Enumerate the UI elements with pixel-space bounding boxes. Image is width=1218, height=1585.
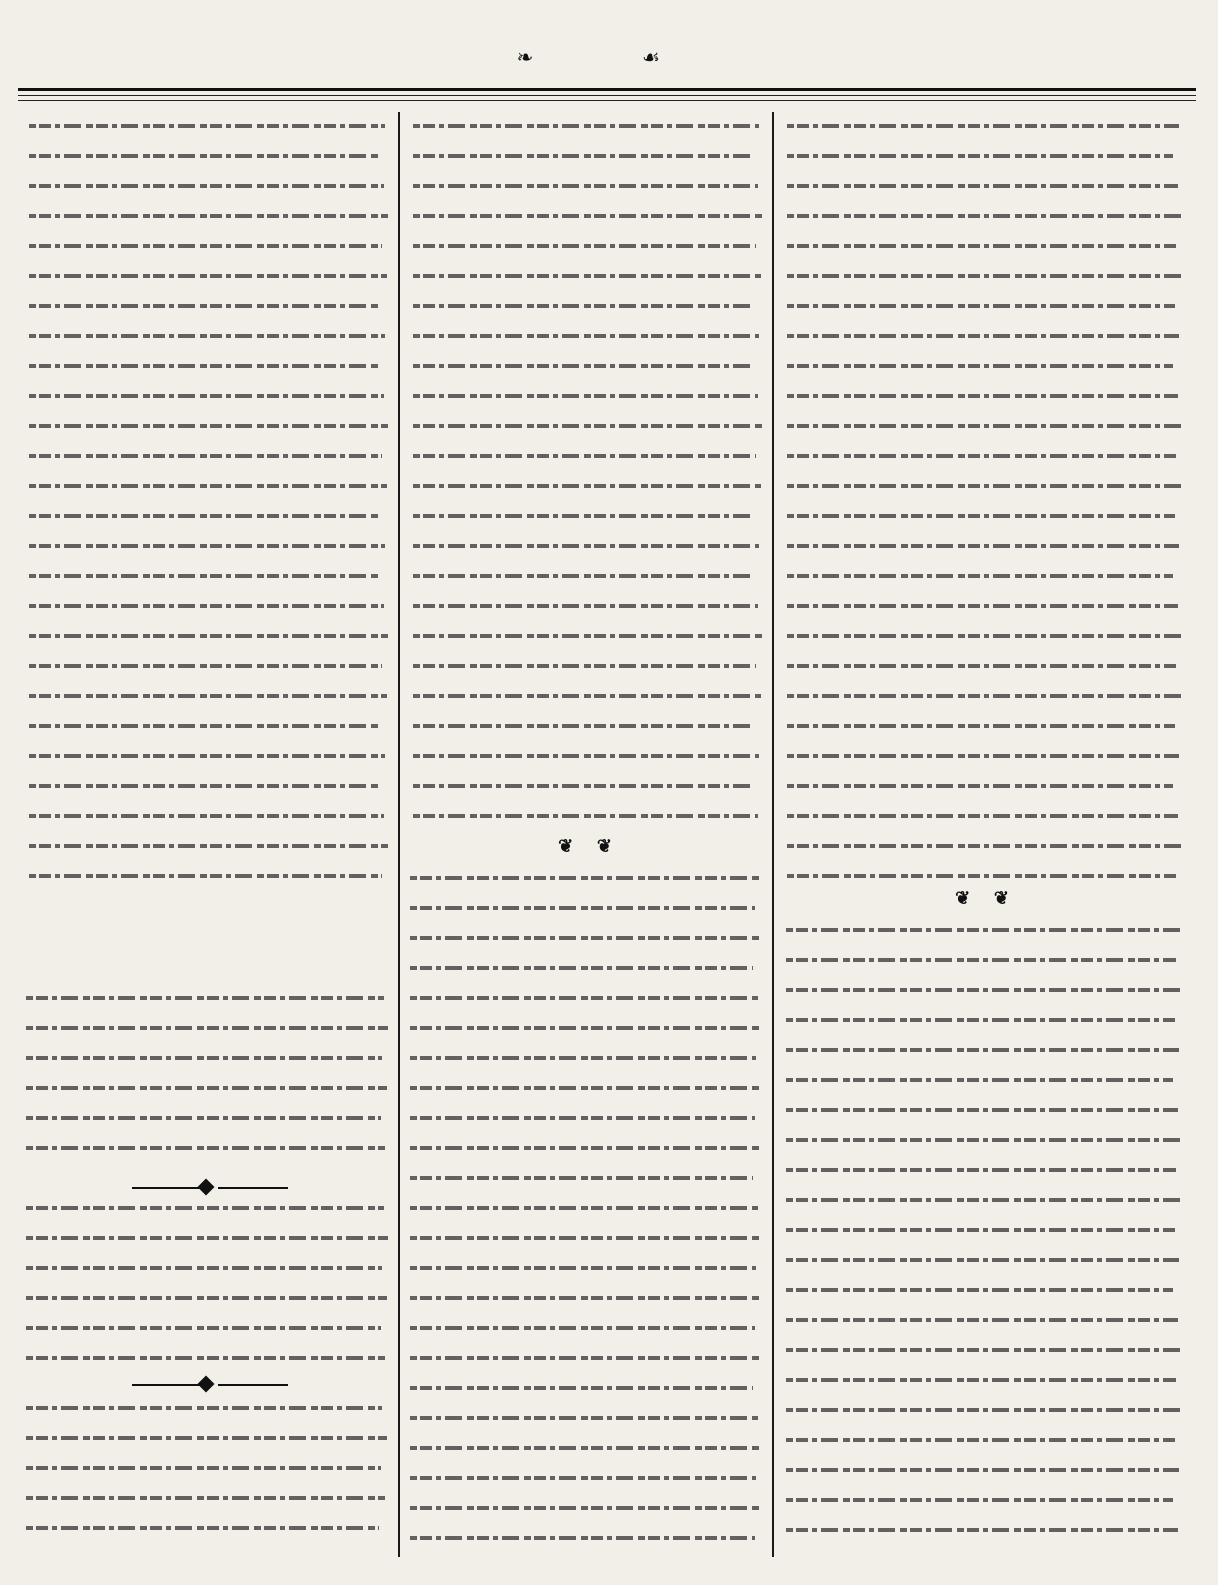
text-line xyxy=(413,424,762,428)
text-line xyxy=(29,544,385,548)
masthead-rule xyxy=(18,88,1196,91)
text-line xyxy=(787,694,1181,698)
text-line xyxy=(786,1318,1178,1322)
masthead xyxy=(18,38,1196,82)
text-line xyxy=(29,844,388,848)
text-line xyxy=(29,214,388,218)
text-line xyxy=(413,214,762,218)
text-line xyxy=(787,574,1173,578)
text-line xyxy=(410,1146,759,1150)
section-title xyxy=(22,916,390,972)
text-line xyxy=(29,394,384,398)
text-line xyxy=(787,724,1175,728)
diamond-icon xyxy=(198,1179,215,1196)
text-line xyxy=(410,1206,758,1210)
text-line xyxy=(787,874,1176,878)
text-line xyxy=(413,724,755,728)
text-line xyxy=(413,604,758,608)
text-line xyxy=(413,334,759,338)
text-line xyxy=(786,928,1182,932)
text-line xyxy=(787,304,1175,308)
text-line xyxy=(787,664,1176,668)
text-line xyxy=(410,876,761,880)
text-line xyxy=(29,334,385,338)
text-line xyxy=(787,214,1182,218)
text-line xyxy=(787,454,1176,458)
masthead-rule-thin xyxy=(18,100,1196,101)
text-line xyxy=(410,1446,762,1450)
text-line xyxy=(29,124,385,128)
text-line xyxy=(787,154,1173,158)
text-line xyxy=(29,424,388,428)
text-line xyxy=(29,184,384,188)
text-line xyxy=(410,1536,755,1540)
text-line xyxy=(786,1228,1175,1232)
text-line xyxy=(410,1236,762,1240)
text-line xyxy=(29,664,382,668)
text-block xyxy=(22,116,390,1555)
text-line xyxy=(29,154,379,158)
text-line xyxy=(413,244,756,248)
text-line xyxy=(410,1416,758,1420)
text-line xyxy=(413,124,759,128)
text-line xyxy=(786,958,1176,962)
text-line xyxy=(410,1296,761,1300)
text-line xyxy=(413,304,755,308)
text-line xyxy=(26,1266,382,1270)
text-line xyxy=(787,634,1182,638)
text-line xyxy=(29,454,382,458)
text-line xyxy=(29,274,387,278)
text-line xyxy=(29,604,384,608)
text-line xyxy=(786,1168,1176,1172)
text-line xyxy=(29,244,382,248)
text-line xyxy=(413,544,759,548)
text-line xyxy=(410,936,759,940)
text-line xyxy=(410,1386,753,1390)
text-line xyxy=(410,966,753,970)
text-line xyxy=(413,394,758,398)
text-line xyxy=(786,1438,1175,1442)
text-line xyxy=(26,1296,387,1300)
text-line xyxy=(29,484,387,488)
fleuron-icon: ❧ xyxy=(516,45,534,69)
text-line xyxy=(410,1176,753,1180)
text-line xyxy=(410,1476,756,1480)
text-line xyxy=(410,1056,756,1060)
fleuron-icon: ❦ xyxy=(558,836,574,857)
section-heading xyxy=(780,884,1184,914)
text-line xyxy=(786,1108,1178,1112)
masthead-rule-thin xyxy=(18,95,1196,96)
text-line xyxy=(787,124,1179,128)
fleuron-icon: ☙ xyxy=(642,45,660,69)
text-line xyxy=(786,1498,1173,1502)
text-line xyxy=(413,694,761,698)
text-line xyxy=(29,814,384,818)
text-line xyxy=(413,484,761,488)
text-line xyxy=(26,1236,388,1240)
text-line xyxy=(410,1116,755,1120)
text-line xyxy=(29,874,382,878)
text-line xyxy=(29,514,381,518)
text-line xyxy=(787,334,1179,338)
page-number-label xyxy=(40,42,210,72)
text-line xyxy=(413,814,758,818)
text-line xyxy=(413,754,759,758)
column-middle xyxy=(406,116,764,1555)
text-line xyxy=(787,844,1182,848)
column-left xyxy=(22,116,390,1555)
text-line xyxy=(786,1198,1181,1202)
text-line xyxy=(787,514,1175,518)
text-line xyxy=(410,996,758,1000)
text-line xyxy=(410,1356,759,1360)
text-line xyxy=(786,988,1181,992)
section-heading xyxy=(406,832,764,862)
text-line xyxy=(413,274,761,278)
text-line xyxy=(787,784,1173,788)
text-line xyxy=(787,364,1173,368)
text-line xyxy=(786,1018,1175,1022)
issue-number-label xyxy=(1014,42,1184,72)
diamond-icon xyxy=(198,1376,215,1393)
text-line xyxy=(787,394,1178,398)
text-line xyxy=(786,1408,1181,1412)
text-line xyxy=(786,1138,1182,1142)
text-block xyxy=(780,116,1184,1555)
text-line xyxy=(26,1146,385,1150)
text-line xyxy=(26,1356,385,1360)
text-line xyxy=(26,1436,387,1440)
text-line xyxy=(413,154,753,158)
text-line xyxy=(787,604,1178,608)
text-line xyxy=(413,574,753,578)
text-line xyxy=(410,1506,761,1510)
text-line xyxy=(410,1326,755,1330)
text-line xyxy=(26,1026,388,1030)
text-line xyxy=(413,664,756,668)
section-divider xyxy=(22,1181,390,1195)
text-line xyxy=(786,1528,1178,1532)
column-divider xyxy=(772,112,774,1557)
text-line xyxy=(29,754,385,758)
text-line xyxy=(29,304,381,308)
text-line xyxy=(26,996,384,1000)
text-line xyxy=(29,694,387,698)
text-line xyxy=(413,514,755,518)
text-line xyxy=(787,244,1176,248)
text-line xyxy=(787,544,1179,548)
text-line xyxy=(26,1116,381,1120)
column-right xyxy=(780,116,1184,1555)
fleuron-icon: ❦ xyxy=(993,888,1009,909)
text-line xyxy=(787,814,1178,818)
text-line xyxy=(787,754,1179,758)
text-line xyxy=(29,634,388,638)
text-line xyxy=(413,184,758,188)
text-line xyxy=(26,1496,385,1500)
text-line xyxy=(786,1378,1176,1382)
text-line xyxy=(29,574,379,578)
text-line xyxy=(410,1266,756,1270)
text-line xyxy=(786,1258,1179,1262)
text-line xyxy=(786,1288,1173,1292)
newspaper-name xyxy=(498,42,658,72)
fleuron-icon: ❦ xyxy=(596,836,612,857)
text-line xyxy=(26,1086,387,1090)
text-line xyxy=(787,424,1182,428)
text-line xyxy=(413,364,753,368)
text-line xyxy=(29,784,379,788)
text-line xyxy=(413,454,756,458)
text-line xyxy=(29,724,381,728)
text-line xyxy=(410,906,755,910)
text-line xyxy=(26,1326,381,1330)
text-line xyxy=(786,1048,1179,1052)
text-line xyxy=(786,1468,1179,1472)
text-line xyxy=(26,1206,384,1210)
text-line xyxy=(410,1086,761,1090)
text-line xyxy=(29,364,379,368)
text-line xyxy=(787,184,1178,188)
text-line xyxy=(26,1056,382,1060)
text-line xyxy=(413,634,762,638)
text-line xyxy=(26,1406,382,1410)
text-line xyxy=(786,1348,1182,1352)
text-line xyxy=(26,1466,381,1470)
text-line xyxy=(787,484,1181,488)
fleuron-icon: ❦ xyxy=(955,888,971,909)
text-line xyxy=(787,274,1181,278)
column-divider xyxy=(398,112,400,1557)
text-line xyxy=(26,1526,379,1530)
text-line xyxy=(410,1026,762,1030)
text-line xyxy=(786,1078,1173,1082)
section-divider xyxy=(22,1378,390,1392)
text-line xyxy=(413,784,753,788)
